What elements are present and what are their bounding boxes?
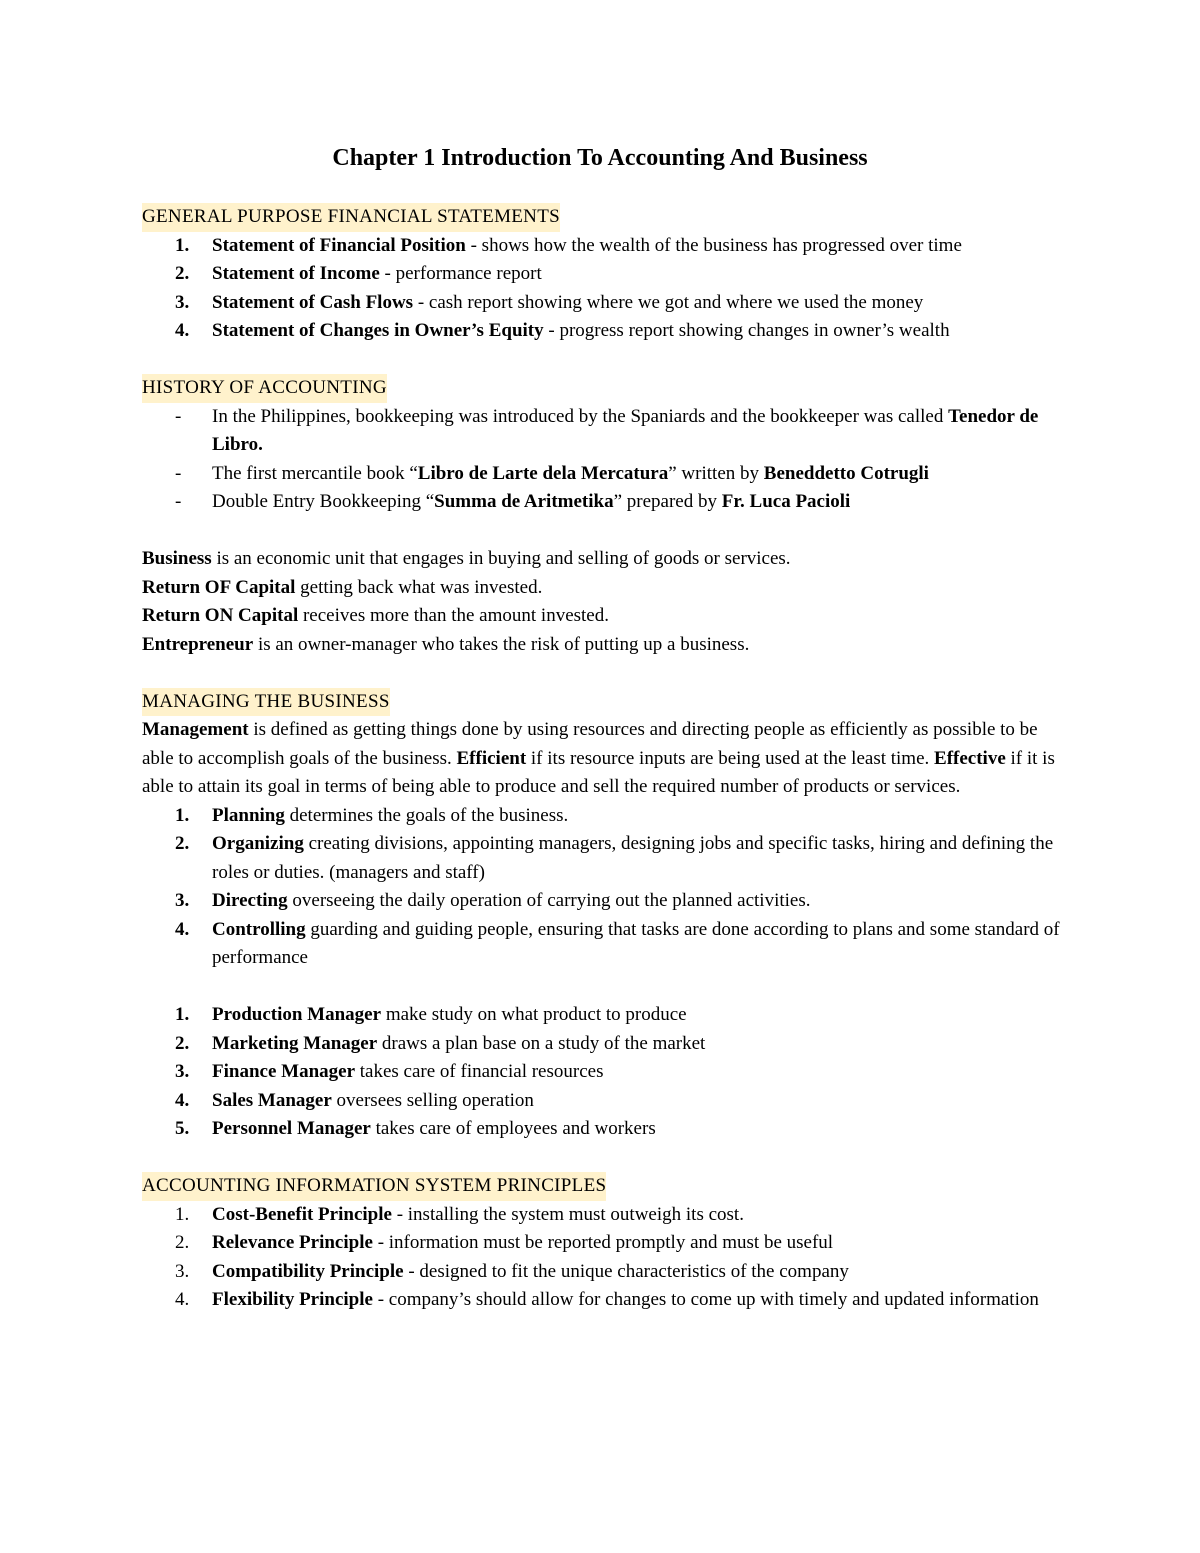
list-desc: - installing the system must outweigh its cost.	[391, 1203, 744, 1225]
management-paragraph	[142, 716, 1062, 802]
list-term: Planning	[212, 804, 285, 826]
list-term: Fr. Luca Pacioli	[721, 491, 851, 512]
list-term: Relevance Principle	[212, 1232, 373, 1253]
list-term: Statement of Cash Flows	[212, 291, 414, 313]
list-desc: takes care of employees and workers	[370, 1118, 656, 1139]
list-desc: make study on what product to produce	[381, 1004, 687, 1025]
list-term: Statement of Income	[212, 263, 380, 284]
list-number: 3.	[175, 890, 190, 911]
list-term: Marketing Manager	[212, 1032, 378, 1054]
list-item	[142, 488, 1062, 517]
list-term: Flexibility Principle	[212, 1289, 373, 1310]
list-item	[142, 317, 1062, 346]
list-number: 1.	[175, 234, 190, 256]
definition	[142, 631, 1062, 660]
list-term: Beneddetto Cotrugli	[763, 462, 929, 484]
definition-desc: is an economic unit that engages in buying and selling of goods or services.	[211, 548, 791, 569]
list-item	[142, 260, 1062, 289]
list-desc: creating divisions, appointing managers, designing jobs and specific tasks, hiring and defining the roles or duties. (managers and staff)	[212, 833, 1054, 883]
paragraph-text: if it is able to attain its goal in terms of being able to produce and sell the required number of products or services.	[142, 747, 1055, 797]
list-term: Personnel Manager	[212, 1118, 371, 1139]
list-item	[142, 232, 1062, 261]
list-text: ” written by	[668, 462, 764, 484]
paragraph-text: is defined as getting things done by using resources and directing people as efficiently as possible to be able to accomplish goals of the business.	[142, 719, 1038, 769]
definition-term: Entrepreneur	[142, 633, 254, 655]
list-number: 2.	[175, 833, 190, 854]
definition-term: Business	[142, 548, 212, 569]
list-text: ” prepared by	[613, 491, 722, 512]
list-term: Production Manager	[212, 1004, 382, 1025]
definition-term: Return ON Capital	[142, 605, 299, 626]
dash-bullet: -	[175, 462, 182, 484]
list-item	[142, 1001, 1062, 1030]
document-body	[142, 203, 1062, 1315]
managers-list	[142, 1001, 1062, 1144]
list-term: Compatibility Principle	[212, 1260, 404, 1282]
list-term: Sales Manager	[212, 1089, 332, 1111]
list-item	[142, 1087, 1062, 1116]
list-term: Summa de Aritmetika	[434, 491, 614, 512]
list-number: 4.	[175, 1289, 190, 1310]
dash-bullet: -	[175, 405, 182, 427]
list-term: Controlling	[212, 918, 306, 940]
list-item	[142, 1286, 1062, 1315]
list-item	[142, 1058, 1062, 1087]
list-item	[142, 887, 1062, 916]
list-item	[142, 460, 1062, 489]
list-number: 2.	[175, 263, 190, 284]
section-heading: GENERAL PURPOSE FINANCIAL STATEMENTS	[142, 203, 560, 232]
list-desc: determines the goals of the business.	[284, 804, 569, 826]
list-term: Directing	[212, 890, 288, 911]
definition-desc: receives more than the amount invested.	[298, 605, 609, 626]
list-term: Statement of Changes in Owner’s Equity	[212, 320, 544, 341]
list-item	[142, 1229, 1062, 1258]
definition-term: Return OF Capital	[142, 576, 296, 598]
list-desc: oversees selling operation	[331, 1089, 534, 1111]
definition-desc: is an owner-manager who takes the risk of putting up a business.	[253, 633, 750, 655]
list-number: 1.	[175, 804, 190, 826]
definition	[142, 602, 1062, 631]
list-number: 2.	[175, 1232, 190, 1253]
list-item	[142, 802, 1062, 831]
financial-statements-list	[142, 232, 1062, 346]
paragraph-term: Effective	[934, 747, 1006, 769]
list-item	[142, 1030, 1062, 1059]
list-desc: - progress report showing changes in owner’s wealth	[543, 320, 950, 341]
list-desc: - company’s should allow for changes to come up with timely and updated information	[372, 1289, 1039, 1310]
list-desc: - shows how the wealth of the business has progressed over time	[465, 234, 962, 256]
page-title: Chapter 1 Introduction To Accounting And Business	[332, 145, 868, 171]
section-heading: HISTORY OF ACCOUNTING	[142, 374, 387, 403]
section-heading: MANAGING THE BUSINESS	[142, 688, 390, 717]
list-item	[142, 916, 1062, 973]
list-desc: takes care of financial resources	[355, 1061, 604, 1082]
definition	[142, 574, 1062, 603]
section-financial-statements	[142, 203, 1062, 232]
history-list	[142, 403, 1062, 517]
section-history	[142, 374, 1062, 403]
list-text: Double Entry Bookkeeping “	[212, 491, 435, 512]
paragraph-term: Efficient	[456, 747, 527, 769]
list-desc: - performance report	[379, 263, 542, 284]
list-number: 4.	[175, 918, 190, 940]
list-number: 3.	[175, 1061, 190, 1082]
list-number: 4.	[175, 1089, 190, 1111]
list-number: 1.	[175, 1203, 190, 1225]
list-term: Organizing	[212, 833, 304, 854]
list-term: Cost-Benefit Principle	[212, 1203, 392, 1225]
ais-principles-list	[142, 1201, 1062, 1315]
list-text: The first mercantile book “	[212, 462, 418, 484]
list-desc: - designed to fit the unique characteristics of the company	[403, 1260, 849, 1282]
management-functions-list	[142, 802, 1062, 973]
definition-desc: getting back what was invested.	[295, 576, 543, 598]
list-desc: guarding and guiding people, ensuring that tasks are done according to plans and some standard of performance	[212, 918, 1060, 968]
list-item	[142, 830, 1062, 887]
list-item	[142, 289, 1062, 318]
list-desc: - cash report showing where we got and where we used the money	[413, 291, 924, 313]
list-number: 1.	[175, 1004, 190, 1025]
list-number: 2.	[175, 1032, 190, 1054]
section-ais-principles	[142, 1172, 1062, 1201]
list-item	[142, 1258, 1062, 1287]
list-term: Libro de Larte dela Mercatura	[417, 462, 669, 484]
definitions-block	[142, 545, 1062, 659]
list-number: 5.	[175, 1118, 190, 1139]
list-number: 3.	[175, 291, 190, 313]
dash-bullet: -	[175, 491, 182, 512]
section-heading: ACCOUNTING INFORMATION SYSTEM PRINCIPLES	[142, 1172, 606, 1201]
list-term: Finance Manager	[212, 1061, 356, 1082]
paragraph-term: Management	[142, 719, 249, 740]
definition	[142, 545, 1062, 574]
list-number: 3.	[175, 1260, 190, 1282]
list-number: 4.	[175, 320, 190, 341]
list-item	[142, 403, 1062, 460]
list-text: In the Philippines, bookkeeping was introduced by the Spaniards and the bookkeeper was called	[212, 405, 949, 427]
paragraph-text: if its resource inputs are being used at the least time.	[526, 747, 935, 769]
list-term: Tenedor de Libro.	[212, 405, 1039, 455]
list-desc: overseeing the daily operation of carrying out the planned activities.	[287, 890, 811, 911]
list-item	[142, 1115, 1062, 1144]
section-managing	[142, 688, 1062, 717]
list-term: Statement of Financial Position	[212, 234, 466, 256]
list-desc: - information must be reported promptly and must be useful	[372, 1232, 834, 1253]
list-desc: draws a plan base on a study of the market	[377, 1032, 706, 1054]
list-item	[142, 1201, 1062, 1230]
